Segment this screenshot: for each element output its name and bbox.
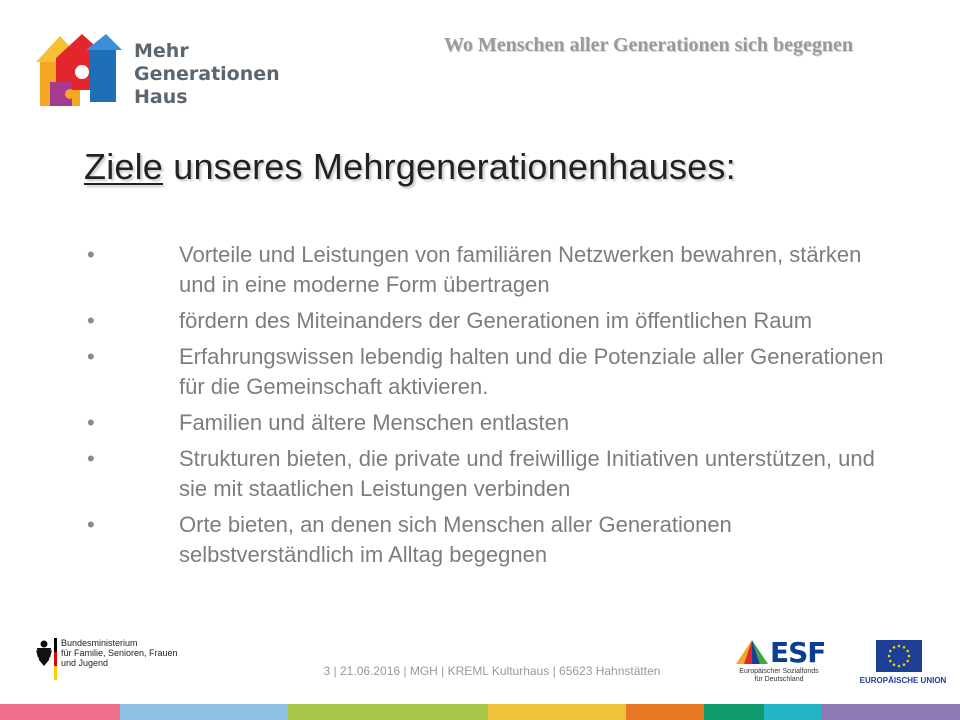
ministry-logo <box>36 636 196 686</box>
list-item <box>84 306 884 336</box>
color-stripe-segment <box>288 704 488 720</box>
eu-flag-icon <box>876 640 922 672</box>
color-stripe-segment <box>488 704 626 720</box>
eu-logo <box>858 640 948 688</box>
tagline: Wo Menschen aller Generationen sich begegnen <box>443 34 853 56</box>
bullet-icon: • <box>87 446 95 471</box>
logo-wordmark <box>134 40 280 109</box>
esf-subtitle-line: Europäischer Sozialfonds <box>739 668 819 675</box>
house-logo-icon <box>30 32 130 112</box>
list-item <box>84 240 884 300</box>
ministry-line: und Jugend <box>61 658 109 668</box>
mehrgenerationenhaus-logo <box>30 32 280 122</box>
bullet-icon: • <box>87 410 95 435</box>
bullet-text: Familien und ältere Menschen entlasten <box>179 410 570 435</box>
german-flag-stripe-icon <box>54 638 57 680</box>
color-stripe-bar <box>0 704 960 720</box>
list-item <box>84 444 884 504</box>
esf-subtitle-line: für Deutschland <box>754 676 804 683</box>
bullet-icon: • <box>87 308 95 333</box>
slide-title <box>84 146 736 188</box>
color-stripe-segment <box>0 704 120 720</box>
ministry-line: Bundesministerium <box>61 638 138 648</box>
slide-footer-info: 3 | 21.06.2016 | MGH | KREML Kulturhaus | 65623 Hahnstätten <box>323 664 661 678</box>
eu-label: EUROPÄISCHE UNION <box>859 676 947 685</box>
logo-line-mehr: Mehr <box>134 40 189 62</box>
color-stripe-segment <box>764 704 822 720</box>
color-stripe-segment <box>626 704 704 720</box>
esf-wordmark: ESF <box>770 636 826 669</box>
bullet-icon: • <box>87 512 95 537</box>
list-item <box>84 408 884 438</box>
esf-logo <box>734 636 834 686</box>
color-stripe-segment <box>822 704 960 720</box>
federal-eagle-icon <box>36 638 52 668</box>
ministry-line: für Familie, Senioren, Frauen <box>61 648 178 658</box>
logo-line-haus: Haus <box>134 86 188 108</box>
color-stripe-segment <box>704 704 764 720</box>
list-item <box>84 510 884 570</box>
bullet-icon: • <box>87 344 95 369</box>
bullet-list <box>84 240 884 576</box>
bullet-text: Erfahrungswissen lebendig halten und die Potenziale aller Generationen für die Gemeinschaft aktivieren. <box>179 344 884 399</box>
title-underlined-word: Ziele <box>84 146 164 187</box>
bullet-text: fördern des Miteinanders der Generationen im öffentlichen Raum <box>179 308 813 333</box>
esf-subtitle <box>734 668 824 684</box>
list-item <box>84 342 884 402</box>
bullet-text: Vorteile und Leistungen von familiären Netzwerken bewahren, stärken und in eine moderne Form übertragen <box>179 242 862 297</box>
ministry-name <box>61 638 178 668</box>
bullet-text: Orte bieten, an denen sich Menschen aller Generationen selbstverständlich im Alltag begegnen <box>179 512 732 567</box>
bullet-icon: • <box>87 242 95 267</box>
title-rest: unseres Mehrgenerationenhauses: <box>163 146 736 187</box>
color-stripe-segment <box>120 704 288 720</box>
esf-rays-icon <box>734 636 770 666</box>
bullet-text: Strukturen bieten, die private und freiwillige Initiativen unterstützen, und sie mit staatlichen Leistungen verbinden <box>179 446 875 501</box>
logo-line-generationen: Generationen <box>134 63 280 85</box>
